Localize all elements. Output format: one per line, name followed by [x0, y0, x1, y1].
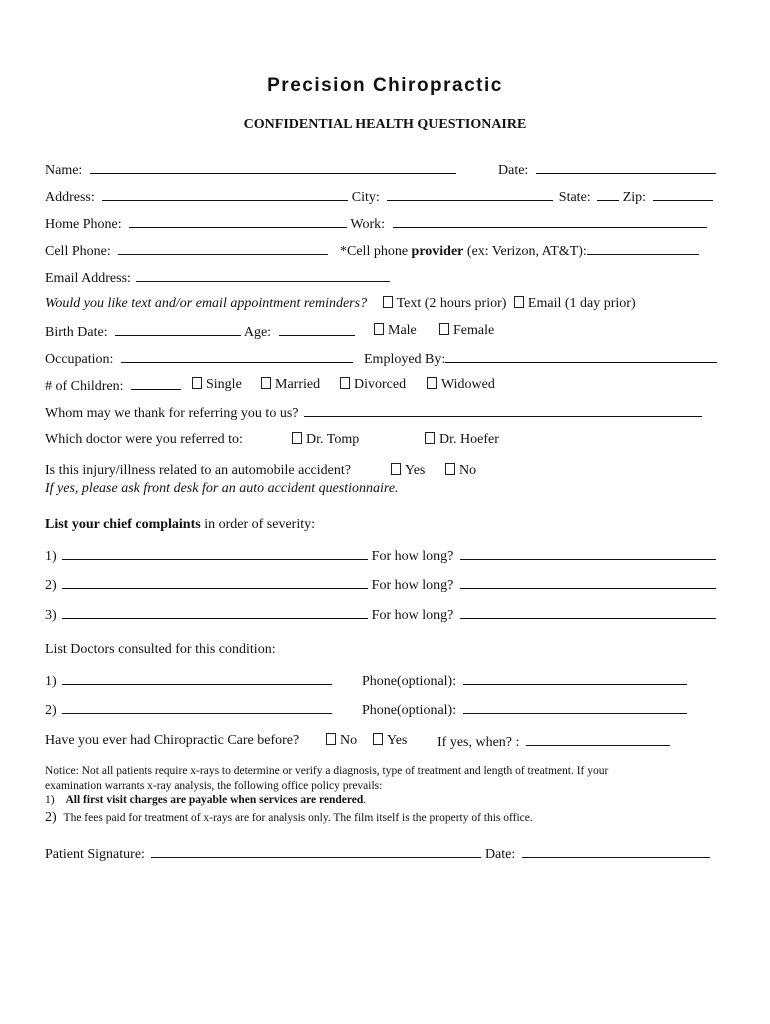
dr-hoefer-option [425, 432, 499, 448]
signature-field[interactable] [151, 845, 481, 858]
city-field[interactable] [387, 188, 553, 201]
referral-label: Whom may we thank for referring you to us? [45, 406, 299, 421]
children-label: # of Children: [45, 379, 124, 394]
male-label: Male [388, 323, 417, 338]
prior-care-no-option [326, 733, 357, 749]
complaint-row [45, 606, 716, 624]
notice-item-1-text: All first visit charges are payable when services are rendered [65, 794, 364, 806]
doctor-phone-field[interactable] [463, 701, 687, 714]
auto-no-checkbox[interactable] [445, 463, 455, 475]
name-row [45, 161, 456, 179]
male-checkbox[interactable] [374, 323, 384, 335]
divorced-label: Divorced [354, 377, 407, 392]
birth-date-label: Birth Date: [45, 325, 108, 340]
reminders-row [45, 296, 636, 312]
signature-row [45, 845, 710, 863]
notice-item-2 [45, 810, 533, 826]
male-option [374, 323, 417, 339]
doctor-number: 2) [45, 703, 57, 718]
notice-item-2-number: 2) [45, 810, 57, 825]
prior-care-when-field[interactable] [526, 733, 670, 746]
notice-item-1-number: 1) [45, 794, 55, 806]
cell-provider-row [340, 242, 699, 260]
how-long-label: For how long? [371, 578, 454, 593]
reminder-text-label: Text (2 hours prior) [396, 296, 507, 311]
how-long-label: For how long? [371, 608, 454, 623]
doctor-phone-label: Phone(optional): [362, 703, 457, 718]
complaints-heading [45, 517, 315, 533]
doctor-phone-row [362, 701, 687, 719]
notice-line-1: Notice: Not all patients require x-rays to determine or verify a diagnosis, type of treatment and length of treatment. If your [45, 765, 609, 777]
home-phone-field[interactable] [129, 215, 347, 228]
complaint-number: 3) [45, 608, 57, 623]
referral-field[interactable] [304, 404, 702, 417]
doctor-phone-field[interactable] [463, 672, 687, 685]
divorced-checkbox[interactable] [340, 377, 350, 389]
auto-no-option [445, 463, 476, 479]
email-label: Email Address: [45, 271, 131, 286]
referral-row [45, 404, 702, 422]
doctor-field[interactable] [62, 701, 332, 714]
widowed-label: Widowed [441, 377, 495, 392]
how-long-label: For how long? [371, 549, 454, 564]
female-label: Female [453, 323, 495, 338]
signature-label: Patient Signature: [45, 847, 145, 862]
cell-phone-label: Cell Phone: [45, 244, 111, 259]
referred-doctor-label: Which doctor were you referred to: [45, 432, 243, 447]
reminders-question: Would you like text and/or email appointment reminders? [45, 296, 368, 311]
state-label: State: [558, 190, 591, 205]
divorced-option [340, 377, 406, 393]
how-long-field[interactable] [460, 576, 716, 589]
address-field[interactable] [102, 188, 348, 201]
employed-by-label: Employed By: [364, 352, 446, 367]
page-subtitle: CONFIDENTIAL HEALTH QUESTIONAIRE [243, 117, 527, 132]
cell-provider-field[interactable] [587, 242, 699, 255]
doctors-heading: List Doctors consulted for this condition: [45, 642, 276, 657]
dr-tomp-label: Dr. Tomp [306, 432, 360, 447]
prior-care-when-row [437, 733, 670, 751]
dr-hoefer-label: Dr. Hoefer [439, 432, 499, 447]
city-label: City: [351, 190, 380, 205]
reminder-email-checkbox[interactable] [514, 296, 524, 308]
complaint-field[interactable] [62, 576, 368, 589]
complaint-row [45, 576, 716, 594]
children-row [45, 377, 181, 395]
doctor-phone-label: Phone(optional): [362, 674, 457, 689]
married-checkbox[interactable] [261, 377, 271, 389]
complaint-number: 1) [45, 549, 57, 564]
state-field[interactable] [597, 188, 619, 201]
prior-care-yes-option [373, 733, 407, 749]
email-row [45, 269, 390, 287]
occupation-label: Occupation: [45, 352, 114, 367]
married-label: Married [275, 377, 321, 392]
doctor-row [45, 672, 332, 690]
single-checkbox[interactable] [192, 377, 202, 389]
date-field[interactable] [536, 161, 716, 174]
complaint-row [45, 547, 716, 565]
single-option [192, 377, 242, 393]
complaint-number: 2) [45, 578, 57, 593]
cell-provider-label: *Cell phone [340, 244, 409, 259]
prior-care-when-label: If yes, when? : [437, 735, 520, 750]
signature-date-field[interactable] [522, 845, 710, 858]
prior-care-yes-label: Yes [387, 733, 408, 748]
female-option [439, 323, 494, 339]
cell-provider-example: (ex: Verizon, AT&T): [466, 244, 587, 259]
widowed-option [427, 377, 495, 393]
doctor-number: 1) [45, 674, 57, 689]
prior-care-no-checkbox[interactable] [326, 733, 336, 745]
cell-phone-field[interactable] [118, 242, 328, 255]
notice-item-1-end: . [363, 794, 367, 806]
doctor-phone-row [362, 672, 687, 690]
prior-care-no-label: No [340, 733, 358, 748]
occupation-field[interactable] [121, 350, 353, 363]
auto-yes-label: Yes [405, 463, 426, 478]
employer-row [364, 350, 717, 368]
date-label: Date: [498, 163, 529, 178]
doctor-field[interactable] [62, 672, 332, 685]
email-field[interactable] [136, 269, 390, 282]
page-title: Precision Chiropractic [267, 75, 503, 96]
doctor-row [45, 701, 332, 719]
how-long-field[interactable] [460, 547, 716, 560]
work-label: Work: [350, 217, 386, 232]
employed-by-field[interactable] [445, 350, 717, 363]
prior-care-question: Have you ever had Chiropractic Care before? [45, 733, 300, 748]
complaints-heading-bold: List your chief complaints [45, 517, 201, 532]
notice-item-2-text: The fees paid for treatment of x-rays are for analysis only. The film itself is the property of this office. [63, 812, 533, 824]
dr-tomp-option [292, 432, 359, 448]
auto-accident-label: Is this injury/illness related to an automobile accident? [45, 463, 351, 478]
notice-item-1 [45, 793, 366, 808]
widowed-checkbox[interactable] [427, 377, 437, 389]
zip-label: Zip: [622, 190, 647, 205]
birth-row [45, 323, 355, 341]
reminder-text-checkbox[interactable] [383, 296, 393, 308]
complaint-field[interactable] [62, 547, 368, 560]
name-field[interactable] [90, 161, 456, 174]
occupation-row [45, 350, 353, 368]
cell-row [45, 242, 328, 260]
dr-tomp-checkbox[interactable] [292, 432, 302, 444]
auto-yes-checkbox[interactable] [391, 463, 401, 475]
address-label: Address: [45, 190, 95, 205]
address-row [45, 188, 713, 206]
age-label: Age: [243, 325, 272, 340]
home-phone-label: Home Phone: [45, 217, 122, 232]
reminder-email-label: Email (1 day prior) [527, 296, 636, 311]
work-field[interactable] [393, 215, 707, 228]
dr-hoefer-checkbox[interactable] [425, 432, 435, 444]
female-checkbox[interactable] [439, 323, 449, 335]
date-row [498, 161, 716, 179]
married-option [261, 377, 320, 393]
age-field[interactable] [279, 323, 355, 336]
auto-no-label: No [459, 463, 477, 478]
phone-row [45, 215, 707, 233]
notice-line-2: examination warrants x-ray analysis, the following office policy prevails: [45, 780, 383, 792]
prior-care-yes-checkbox[interactable] [373, 733, 383, 745]
complaints-heading-rest: in order of severity: [204, 517, 315, 532]
name-label: Name: [45, 163, 83, 178]
auto-yes-option [391, 463, 425, 479]
auto-note: If yes, please ask front desk for an auto accident questionnaire. [45, 481, 399, 496]
birth-date-field[interactable] [115, 323, 241, 336]
complaint-field[interactable] [62, 606, 368, 619]
zip-field[interactable] [653, 188, 713, 201]
cell-provider-bold: provider [411, 244, 464, 259]
how-long-field[interactable] [460, 606, 716, 619]
signature-date-label: Date: [484, 847, 516, 862]
single-label: Single [206, 377, 242, 392]
children-field[interactable] [131, 377, 181, 390]
